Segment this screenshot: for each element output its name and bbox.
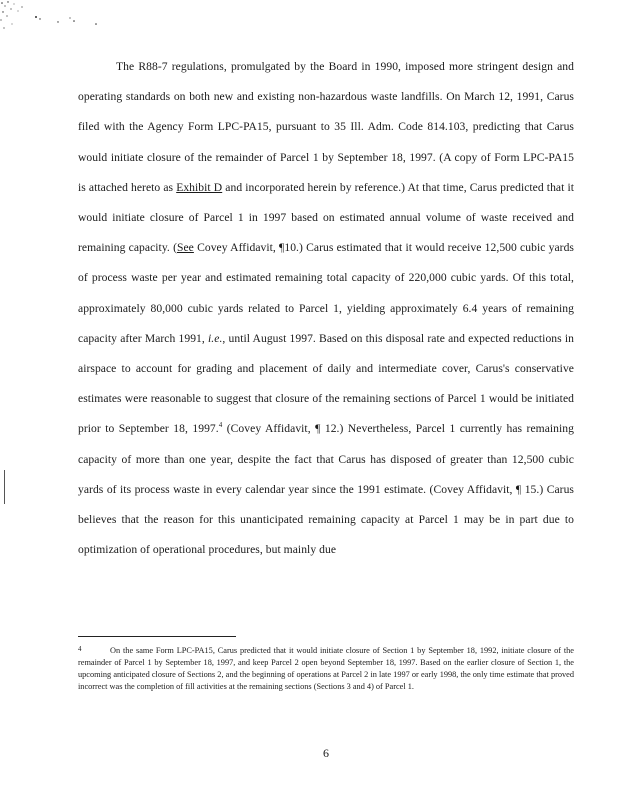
body-paragraph bbox=[78, 52, 574, 565]
ie-abbreviation: i.e. bbox=[208, 331, 223, 345]
paragraph-text-part-1: The R88-7 regulations, promulgated by the Board in 1990, imposed more stringent design and operating standards on both new and existing non-hazardous waste landfills. On March 12, 1991, Carus filed with the Agency Form LPC-PA15, pursuant to 35 Ill. Adm. Code 814.103, predicting that Carus would initiate closure of the remainder of Parcel 1 by September 18, 1997. (A copy of Form LPC-PA15 is attached hereto as bbox=[78, 60, 574, 194]
paragraph-text-part-2: and incorporated herein by reference.) At that time, Carus predicted that it would initiate closure of Parcel 1 in 1997 based on estimated annual volume of waste received and remaining capacity. ( bbox=[78, 180, 575, 255]
margin-scan-mark bbox=[4, 470, 5, 504]
body-text bbox=[78, 52, 574, 565]
paragraph-text-part-4: , until August 1997. Based on this disposal rate and expected reductions in airspace to account for grading and placement of daily and intermediate cover, Carus's conservative estimates were reasonable to suggest that closure of the remaining sections of Parcel 1 would be initiated prior to September 18, 1997. bbox=[78, 331, 574, 436]
footnote-reference-4: 4 bbox=[218, 421, 223, 430]
paragraph-text-part-5: (Covey Affidavit, ¶ 12.) Nevertheless, Parcel 1 currently has remaining capacity of more than one year, despite the fact that Carus has disposed of greater than 12,500 cubic yards of its process waste in every calendar year since the 1991 estimate. (Covey Affidavit, ¶ 15.) Carus believes that the reason for this unanticipated remaining capacity at Parcel 1 may be in part due to optimization of operational procedures, but mainly due bbox=[78, 422, 574, 557]
exhibit-d-reference: Exhibit D bbox=[176, 180, 223, 194]
paragraph-text-part-3: Covey Affidavit, ¶10.) Carus estimated that it would receive 12,500 cubic yards of process waste per year and estimated remaining total capacity of 220,000 cubic yards. Of this total, approximately 80,000 cubic yards related to Parcel 1, yielding approximately 6.4 years of remaining capacity after March 1991, bbox=[78, 241, 574, 345]
footnote-4 bbox=[78, 643, 574, 693]
scan-speckle-decoration bbox=[0, 0, 110, 40]
page-number: 6 bbox=[323, 746, 329, 760]
footnote-text: On the same Form LPC-PA15, Carus predicted that it would initiate closure of Section 1 by September 18, 1992, initiate closure of the remainder of Parcel 1 by September 18, 1997, and keep Parcel 2 open beyond September 18, 1997. Based on the earlier closure of Section 1, the upcoming anticipated closure of Sections 2, and the beginning of operations at Parcel 2 in late 1997 or early 1998, the only time estimate that proved incorrect was the completion of fill activities at the remaining sections (Sections 3 and 4) of Parcel 1. bbox=[78, 646, 574, 691]
footnote-separator bbox=[78, 636, 236, 637]
footnote-mark: 4 bbox=[78, 645, 82, 653]
see-signal: See bbox=[176, 241, 194, 255]
